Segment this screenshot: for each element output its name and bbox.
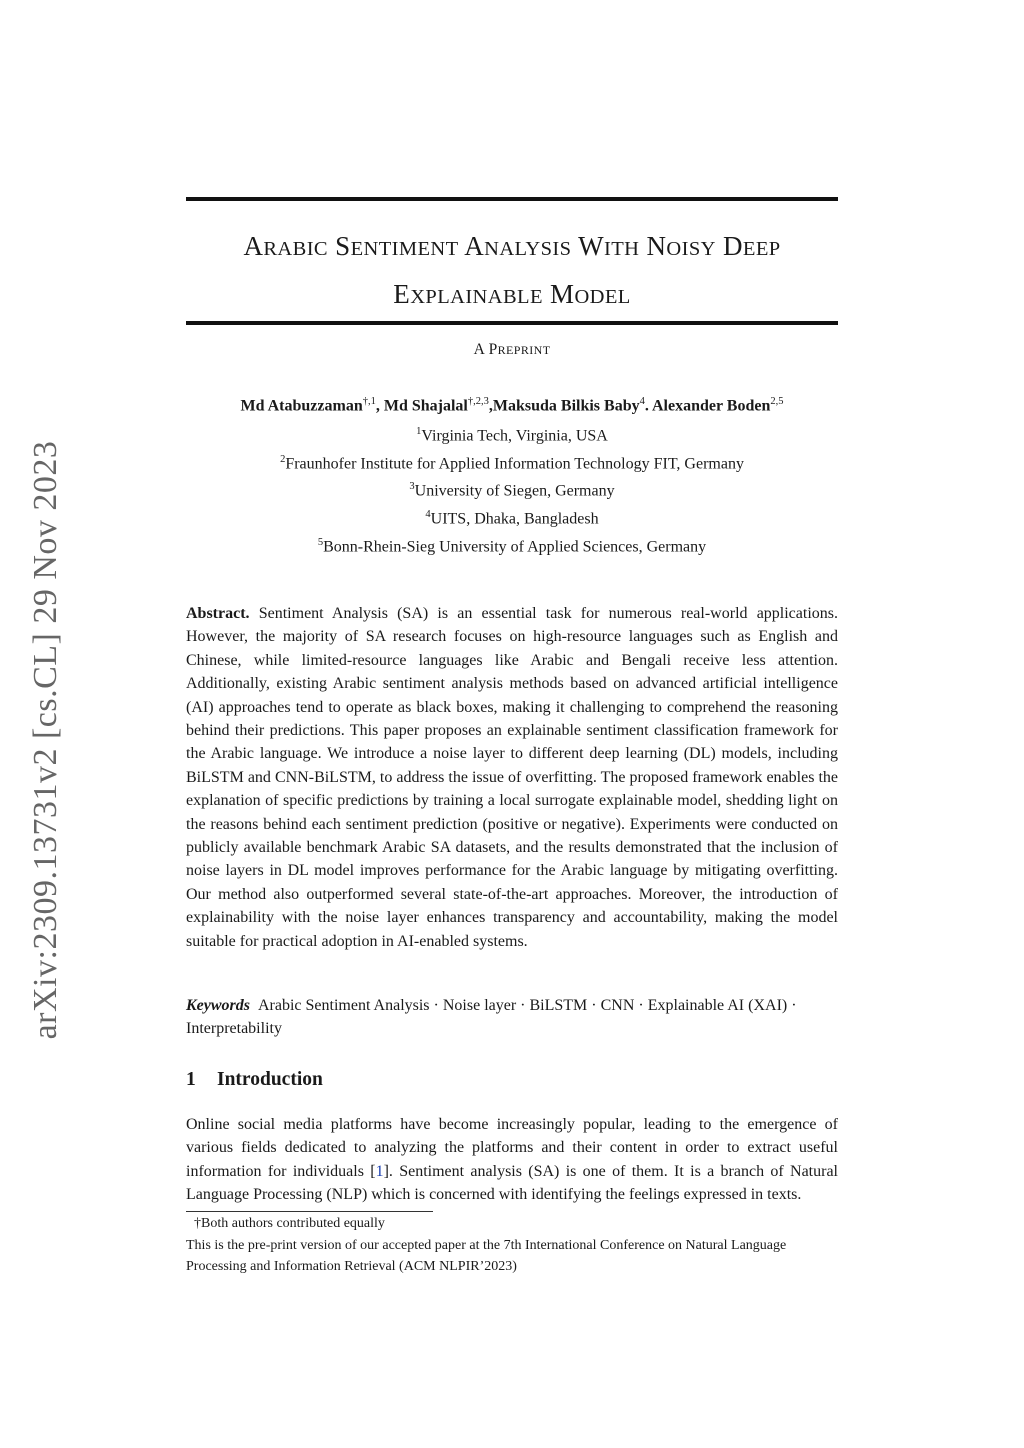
abstract-label: Abstract. [186, 605, 250, 622]
abstract-text: Sentiment Analysis (SA) is an essential task for numerous real-world applications. However, the majority of SA research focuses on high-resource languages such as English and Chinese, while limited-resource languages like Arabic and Bengali receive less attention. Additionally, existing Arabic sentiment analysis methods based on advanced artificial intelligence (AI) approaches tend to operate as black boxes, making it challenging to comprehend the reasoning behind their predictions. This paper proposes an explainable sentiment classification framework for the Arabic language. We introduce a noise layer to different deep learning (DL) models, including BiLSTM and CNN-BiLSTM, to address the issue of overfitting. The proposed framework enables the explanation of specific predictions by training a local surrogate explainable model, shedding light on the reasons behind each sentiment prediction (positive or negative). Experiments were conducted on publicly available benchmark Arabic SA datasets, and the results demonstrated that the inclusion of noise layers in DL model improves performance for the Arabic language by mitigating overfitting. Our method also outperformed several state-of-the-art approaches. Moreover, the introduction of explainability with the noise layer enhances transparency and accountability, making the model suitable for practical adoption in AI-enabled systems. [186, 605, 839, 950]
intro-text-after-citation: ]. Sentiment analysis (SA) is one of them. It is a branch of Natural Language Processing (NLP) which is concerned with identifying the feelings expressed in texts. [186, 1162, 838, 1204]
section-title: Introduction [217, 1069, 323, 1090]
author-affiliation-marks: †,1 [362, 396, 376, 407]
title-bottom-rule [186, 321, 838, 325]
author-affiliation-marks: †,2,3 [467, 396, 489, 407]
author-affiliation-marks: 4 [639, 396, 645, 407]
footnote-equal-contribution: †Both authors contributed equally [194, 1216, 385, 1231]
keywords [186, 994, 838, 1041]
author-name: Alexander Boden [651, 397, 771, 415]
paper-title [186, 224, 838, 320]
section-heading-introduction [186, 1069, 838, 1091]
arxiv-identifier: arXiv:2309.13731v2 [cs.CL] 29 Nov 2023 [27, 440, 64, 1040]
affiliation-text: Fraunhofer Institute for Applied Information Technology FIT, Germany [285, 455, 744, 473]
citation-link[interactable]: 1 [375, 1162, 384, 1180]
section-number: 1 [186, 1069, 196, 1090]
affiliation-mark: 5 [317, 536, 324, 548]
affiliation [186, 448, 838, 476]
title-top-rule [186, 197, 838, 201]
author-separator: . [644, 397, 652, 415]
affiliation [186, 503, 838, 531]
preprint-label: A PREPRINT [473, 341, 551, 358]
affiliation-mark: 1 [416, 426, 422, 437]
footnote-rule [186, 1211, 433, 1212]
affiliation-mark: 4 [425, 509, 431, 521]
intro-text-before-citation: Online social media platforms have become increasingly popular, leading to the emergence of various fields dedicated to analyzing the platforms and their content in order to extract useful information for individuals [ [186, 1116, 838, 1180]
author-name: Maksuda Bilkis Baby [492, 397, 640, 415]
keywords-text: Arabic Sentiment Analysis · Noise layer · BiLSTM · CNN · Explainable AI (XAI) · Interpretability [186, 997, 797, 1038]
paper-title-line-2: EXPLAINABLE MODEL [393, 279, 631, 309]
affiliation-mark: 3 [409, 481, 415, 493]
author-separator: , [375, 397, 384, 415]
author-list [186, 396, 838, 415]
affiliation [186, 475, 838, 503]
affiliation-list [186, 420, 838, 559]
affiliation [186, 420, 838, 448]
introduction-paragraph [186, 1113, 838, 1207]
author-name: Md Atabuzzaman [240, 397, 363, 415]
affiliation [186, 531, 838, 559]
footnote-preprint-note: This is the pre-print version of our accepted paper at the 7th International Conference on Natural Language Processing and Information Retrieval (ACM NLPIR’2023) [186, 1238, 787, 1274]
abstract [186, 602, 838, 953]
affiliation-text: Virginia Tech, Virginia, USA [421, 427, 608, 445]
affiliation-text: University of Siegen, Germany [414, 482, 615, 500]
affiliation-text: UITS, Dhaka, Bangladesh [430, 510, 599, 528]
affiliation-mark: 2 [280, 453, 286, 465]
paper-title-line-1: ARABIC SENTIMENT ANALYSIS WITH NOISY DEEP [243, 231, 781, 261]
affiliation-text: Bonn-Rhein-Sieg University of Applied Sciences, Germany [323, 538, 707, 556]
author-affiliation-marks: 2,5 [770, 396, 784, 407]
author-separator: , [488, 397, 493, 415]
keywords-label: Keywords [186, 997, 250, 1014]
author-name: Md Shajalal [383, 397, 468, 415]
